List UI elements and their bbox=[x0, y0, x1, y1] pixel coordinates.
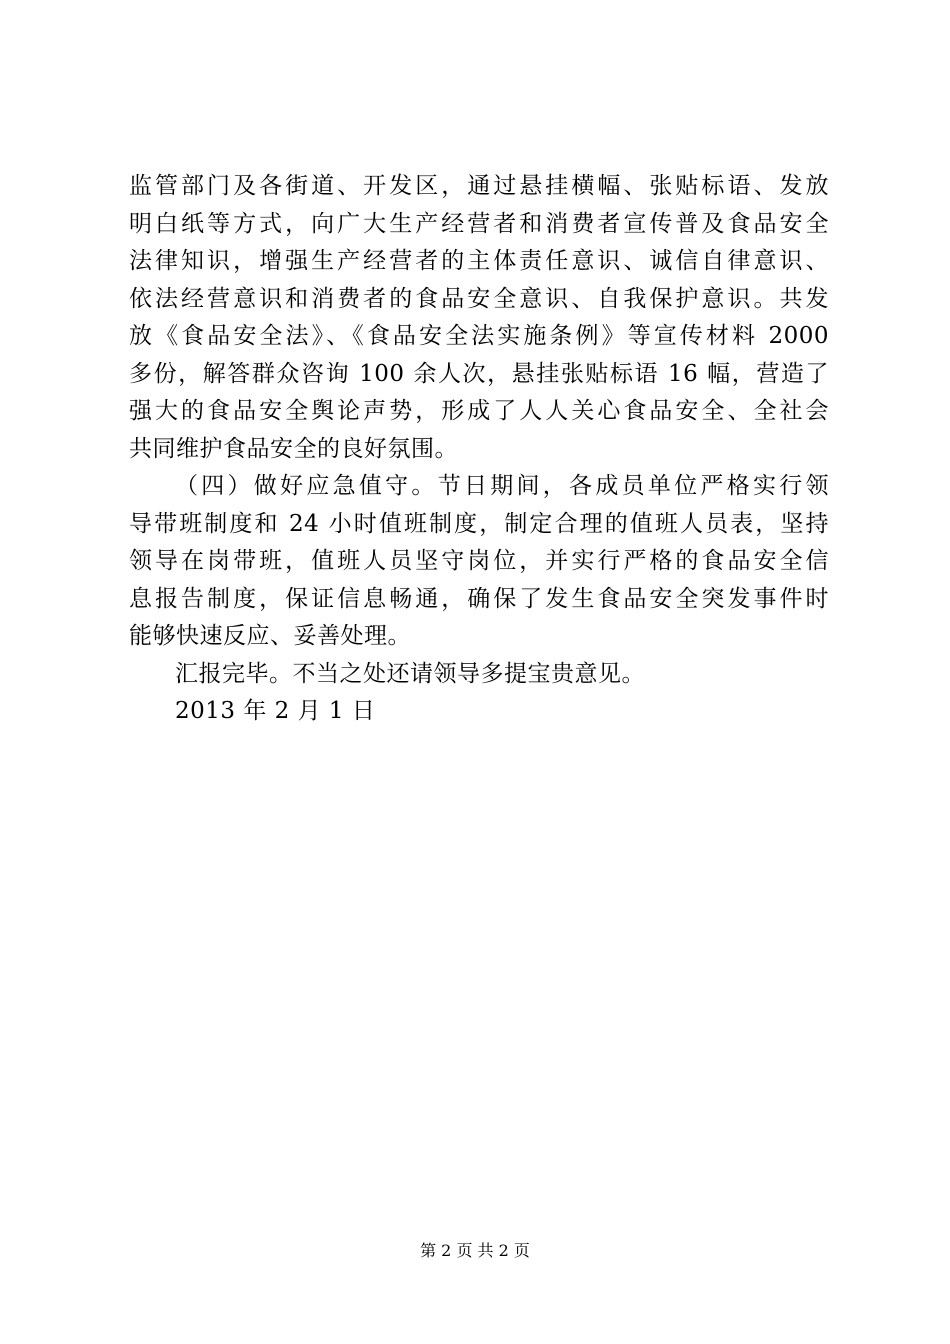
text-line: 息报告制度，保证信息畅通，确保了发生食品安全突发事件时 bbox=[129, 585, 829, 612]
text-line: 多份，解答群众咨询 100 余人次，悬挂张贴标语 16 幅，营造了 bbox=[129, 360, 829, 387]
page-footer bbox=[0, 1241, 950, 1261]
text-line: （四）做好应急值守。节日期间，各成员单位严格实行领 bbox=[175, 473, 829, 499]
text-line: 能够快速反应、妥善处理。 bbox=[129, 623, 411, 649]
paragraph-closing bbox=[129, 656, 829, 694]
text-line: 明白纸等方式，向广大生产经营者和消费者宣传普及食品安全 bbox=[129, 210, 829, 237]
text-line: 领导在岗带班，值班人员坚守岗位，并实行严格的食品安全信 bbox=[129, 548, 829, 574]
text-line: 共同维护食品安全的良好氛围。 bbox=[129, 435, 458, 462]
text-line: 依法经营意识和消费者的食品安全意识、自我保护意识。共发 bbox=[129, 285, 829, 312]
paragraph-publicity bbox=[129, 168, 829, 468]
date-line: 2013 年 2 月 1 日 bbox=[175, 698, 376, 724]
text-line: 法律知识，增强生产经营者的主体责任意识、诚信自律意识、 bbox=[129, 248, 829, 274]
text-line: 强大的食品安全舆论声势，形成了人人关心食品安全、全社会 bbox=[129, 398, 829, 424]
paragraph-emergency-duty bbox=[129, 468, 829, 656]
text-line: 汇报完毕。不当之处还请领导多提宝贵意见。 bbox=[175, 660, 645, 687]
body-text bbox=[129, 168, 829, 731]
text-line: 导带班制度和 24 小时值班制度，制定合理的值班人员表，坚持 bbox=[129, 510, 829, 537]
page-number-label: 第 2 页 共 2 页 bbox=[420, 1241, 530, 1260]
paragraph-date bbox=[129, 693, 829, 731]
text-line: 放《食品安全法》、《食品安全法实施条例》等宣传材料 2000 bbox=[129, 323, 829, 349]
text-line: 监管部门及各街道、开发区，通过悬挂横幅、张贴标语、发放 bbox=[129, 173, 829, 199]
